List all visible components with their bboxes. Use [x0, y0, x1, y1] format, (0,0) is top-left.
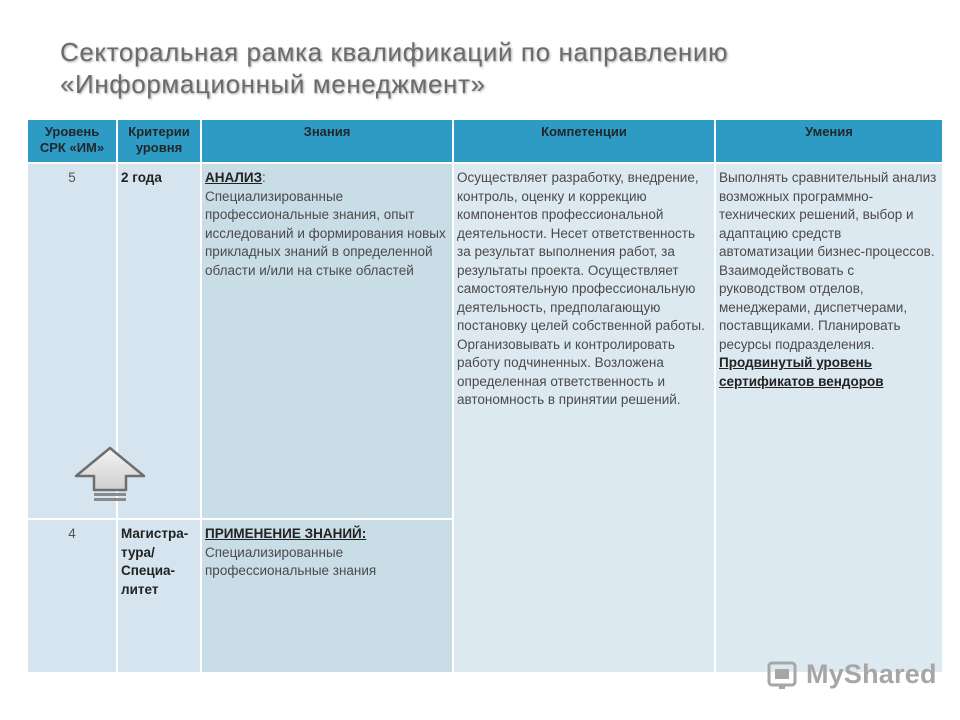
slide-title	[60, 36, 920, 100]
up-arrow-icon	[74, 446, 146, 504]
myshared-logo-icon	[766, 657, 800, 691]
knowledge-text-4: Специализированные профессиональные знания	[205, 544, 377, 578]
header-knowledge: Знания	[201, 119, 453, 163]
cell-criteria-5: 2 года	[117, 163, 201, 519]
slide-title-line1: Секторальная рамка квалификаций по направлению	[60, 37, 729, 67]
header-level: Уровень СРК «ИМ»	[27, 119, 117, 163]
header-criteria: Критерии уровня	[117, 119, 201, 163]
table-row-level-5	[27, 163, 943, 519]
cell-competencies-5: Осуществляет разработку, внедрение, контроль, оценку и коррекцию компонентов профессиональной деятельности. Несет ответственность за результат выполнения работ, за результаты проекта. Осуществляет самостоятельную профессиональную деятельность, предполагающую постановку целей собственной работы. Организовывать и контролировать работу подчиненных. Возложена определенная ответственность и автономность в принятии решений.	[453, 163, 715, 673]
knowledge-text-5: Специализированные профессиональные знания, опыт исследований и формирования новых прикладных знаний в определенной области и/или на стыке областей	[205, 188, 446, 278]
cell-level-5: 5	[27, 163, 117, 519]
cell-knowledge-4	[201, 519, 453, 673]
cell-skills-5	[715, 163, 943, 673]
knowledge-heading-4: ПРИМЕНЕНИЕ ЗНАНИЙ:	[205, 526, 367, 541]
skills-text-5: Выполнять сравнительный анализ возможных программно-технических решений, выбор и адаптацию средств автоматизации бизнес-процессов. Взаимодействовать с руководством отделов, менеджерами, диспетчерами, поставщиками. Планировать ресурсы подразделения.	[719, 170, 937, 352]
watermark-text: MyShared	[806, 658, 937, 689]
knowledge-heading-colon: :	[262, 170, 266, 185]
skills-emphasis-5: Продвинутый уровень сертификатов вендоров	[719, 355, 884, 389]
table-header-row	[27, 119, 943, 163]
header-skills: Умения	[715, 119, 943, 163]
qualification-table	[26, 118, 944, 674]
cell-knowledge-5	[201, 163, 453, 519]
header-competencies: Компетенции	[453, 119, 715, 163]
slide-title-line2: «Информационный менеджмент»	[60, 69, 486, 99]
watermark	[766, 656, 937, 692]
cell-level-4: 4	[27, 519, 117, 673]
knowledge-heading-5: АНАЛИЗ	[205, 170, 263, 185]
cell-criteria-4: Магистра-тура/ Специа-литет	[117, 519, 201, 673]
